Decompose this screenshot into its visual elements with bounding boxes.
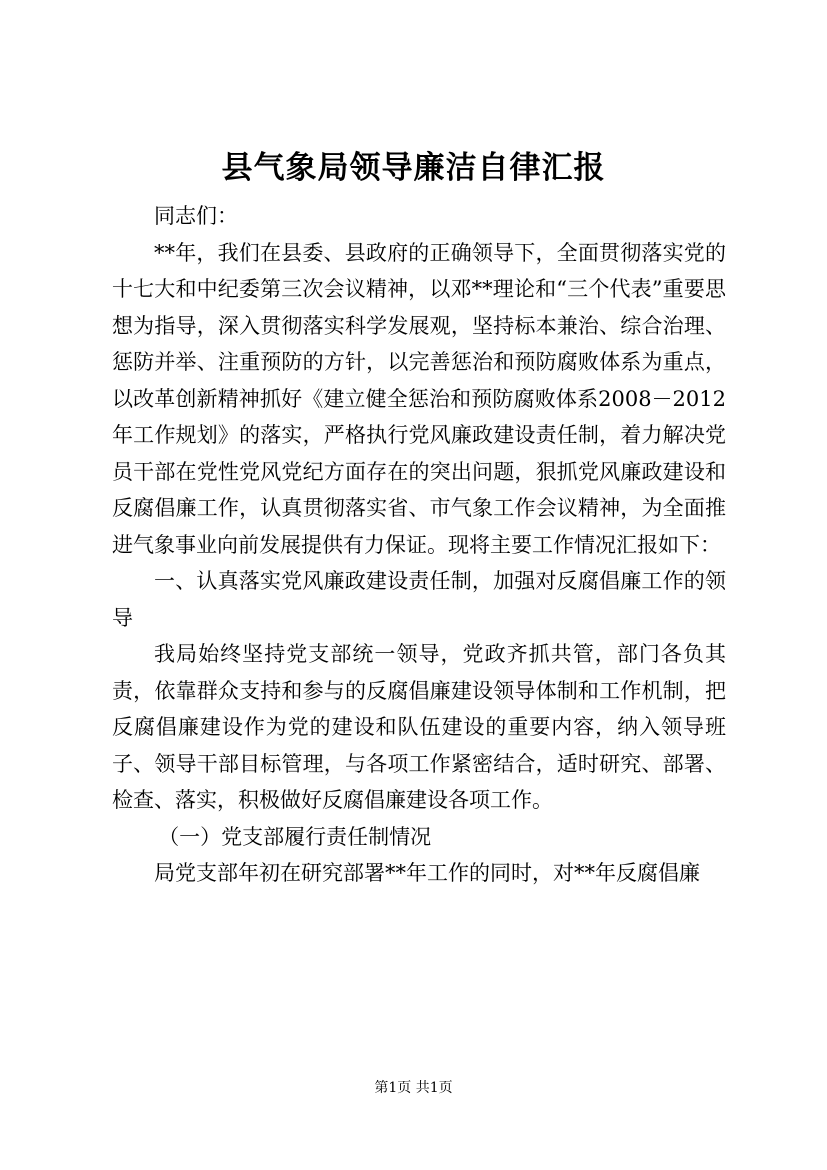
section-paragraph: 我局始终坚持党支部统一领导，党政齐抓共管，部门各负其责，依靠群众支持和参与的反腐倡廉建设领导体制和工作机制，把反腐倡廉建设作为党的建设和队伍建设的重要内容，纳入领导班子、领导干部目标管理，与各项工作紧密结合，适时研究、部署、检查、落实，积极做好反腐倡廉建设各项工作。 bbox=[112, 642, 726, 812]
section-heading: 一、认真落实党风廉政建设责任制，加强对反腐倡廉工作的领导 bbox=[112, 569, 726, 630]
document-body bbox=[112, 198, 726, 892]
subsection-heading: （一）党支部履行责任制情况 bbox=[158, 824, 432, 849]
document-title: 县气象局领导廉洁自律汇报 bbox=[221, 150, 606, 186]
subsection-paragraph: 局党支部年初在研究部署**年工作的同时，对**年反腐倡廉 bbox=[154, 861, 700, 885]
intro-paragraph: **年，我们在县委、县政府的正确领导下，全面贯彻落实党的十七大和中纪委第三次会议精神，以邓**理论和“三个代表”重要思想为指导，深入贯彻落实科学发展观，坚持标本兼治、综合治理、惩防并举、注重预防的方针，以完善惩治和预防腐败体系为重点，以改革创新精神抓好《建立健全惩治和预防腐败体系2008－2012年工作规划》的落实，严格执行党风廉政建设责任制，着力解决党员干部在党性党风党纪方面存在的突出问题，狠抓党风廉政建设和反腐倡廉工作，认真贯彻落实省、市气象工作会议精神，为全面推进气象事业向前发展提供有力保证。现将主要工作情况汇报如下： bbox=[112, 240, 726, 557]
salutation: 同志们： bbox=[154, 204, 238, 228]
page-footer: 第1页 共1页 bbox=[374, 1080, 453, 1096]
